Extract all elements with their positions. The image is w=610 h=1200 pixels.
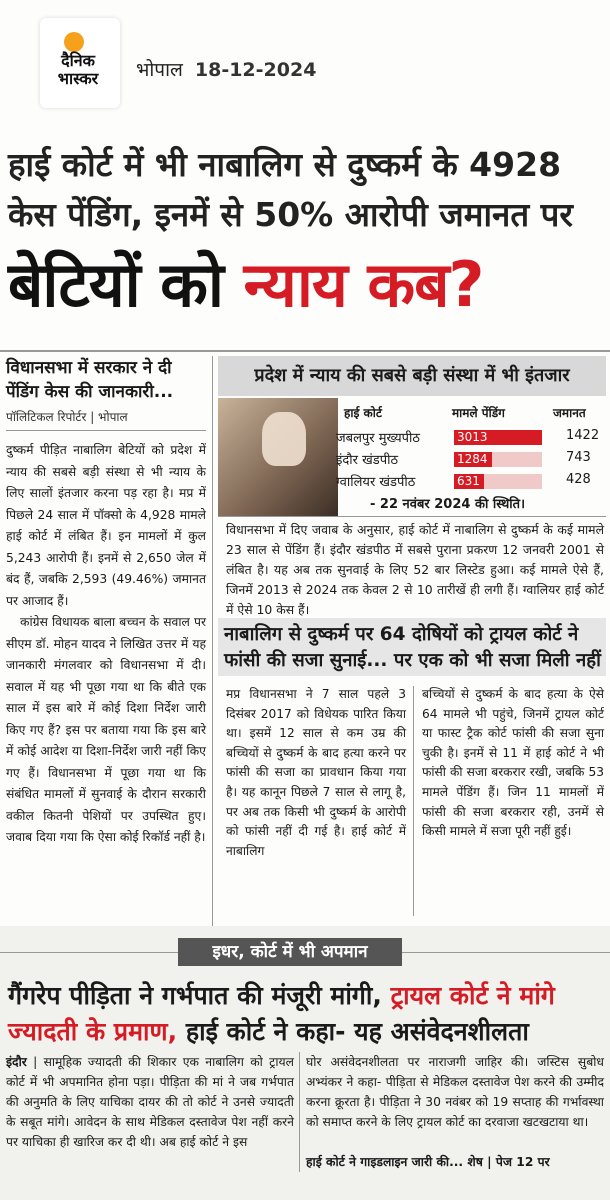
table-row-bail: 428 <box>566 472 591 487</box>
newspaper-logo: दैनिक भास्कर <box>57 51 99 88</box>
lead-heading: विधानसभा में सरकार ने दी पेंडिंग केस की जानकारी... <box>6 358 174 402</box>
table-header-bail: जमानत <box>553 406 586 420</box>
byline: पॉलिटिकल रिपोर्टर | भोपाल <box>6 410 128 424</box>
bottom-headline-part1: गैंगरेप पीड़िता ने गर्भपात की मंजूरी मांगी, <box>8 981 382 1010</box>
bottom-column-1-text: सामूहिक ज्यादती की शिकार एक नाबालिग को ट्रायल कोर्ट में भी अपमानित होना पड़ा। पीड़िता की मां ने जब गर्भपात की अनुमति के लिए याचिका दायर की तो कोर्ट ने उनसे ज्यादती के सबूत मांगे। आवेदन के साथ मेडिकल दस्तावेज पेश नहीं करने पर याचिका ही खारिज कर दी थी। अब हाई कोर्ट ने इस <box>6 1055 295 1149</box>
table-row-bail: 1422 <box>566 428 600 443</box>
section-tag: इधर, कोर्ट में भी अपमान <box>178 938 402 966</box>
dateline <box>136 56 316 82</box>
section2-column-2: बच्चियों से दुष्कर्म के बाद हत्या के ऐसे 64 मामले भी पहुंचे, जिनमें ट्रायल कोर्ट या फास्ट ट्रैक कोर्ट फांसी की सजा सुना चुकी है। इनमें से 11 में हाई कोर्ट ने भी फांसी की सजा बरकरार रखी, जबकि 53 मामले पेंडिंग हैं। जिन 11 मामलों में फांसी की सजा बरकरार रही, उनमें से किसी मामले में सजा पूरी नहीं हुई। <box>422 687 604 839</box>
divider <box>218 516 606 517</box>
date: 18-12-2024 <box>194 59 317 81</box>
bar-pending: 3013 <box>454 430 542 445</box>
kicker-headline: हाई कोर्ट में भी नाबालिग से दुष्कर्म के 4928 केस पेंडिंग, इनमें से 50% आरोपी जमानत पर <box>8 145 573 234</box>
table-row-bail: 743 <box>566 450 591 465</box>
city: भोपाल <box>136 59 183 81</box>
bar-pending: 1284 <box>454 452 492 467</box>
table-row-court: जबलपुर मुख्यपीठ <box>336 431 420 446</box>
bottom-dateline: इंदौर <box>6 1055 27 1069</box>
column-divider <box>212 356 213 926</box>
lead-body <box>6 440 206 849</box>
pending-cases-paragraph: विधानसभा में दिए जवाब के अनुसार, हाई कोर्ट में नाबालिग से दुष्कर्म के कई मामले 23 साल से पेंडिंग हैं। इंदौर खंडपीठ में सबसे पुराना प्रकरण 12 जनवरी 2001 से लंबित है। यह अब तक सुनवाई के लिए 52 बार लिस्टेड हुआ। कई मामले ऐसे हैं, जिनमें 2013 से 2024 तक केवल 2 से 10 तारीखें ही लगी हैं। ग्वालियर हाई कोर्ट में ऐसे 10 केस हैं। <box>226 522 604 617</box>
divider <box>0 350 610 352</box>
bar-pending: 631 <box>454 474 484 489</box>
table-header-court: हाई कोर्ट <box>344 406 382 420</box>
main-headline <box>8 245 483 325</box>
headline-part2: न्याय कब? <box>243 248 484 321</box>
bottom-headline-part2: हाई कोर्ट ने कहा- यह असंवेदनशीलता <box>185 1017 529 1046</box>
headline-part1: बेटियों को <box>8 248 223 321</box>
lead-paragraph: कांग्रेस विधायक बाला बच्चन के सवाल पर सीएम डॉ. मोहन यादव ने लिखित उत्तर में यह जानकारी मंगलवार को विधानसभा में दी। सवाल में यह भी पूछा गया था कि बीते एक साल में इस बारे में कोई दिशा निर्देश जारी किए गए हैं? इस पर बताया गया कि इस बारे में कोई आदेश या दिशा-निर्देश जारी नहीं किए गए हैं। विधानसभा में पूछा गया था कि संबंधित मामलों में सुनवाई के दौरान सरकारी वकील कितनी पेशियों पर उपस्थित हुए। जवाब दिया गया कि ऐसा कोई रिकॉर्ड नहीं है। <box>6 615 206 844</box>
bottom-column-2: घोर असंवेदनशीलता पर नाराजगी जाहिर की। जस्टिस सुबोध अभ्यंकर ने कहा- पीड़िता से मेडिकल दस्तावेज पेश करने की उम्मीद करना क्रूरता है। पीड़िता ने 30 नवंबर को 19 सप्ताह की गर्भावस्था को समाप्त करने के लिए ट्रायल कोर्ट का दरवाजा खटखटाया था। <box>306 1055 604 1129</box>
table-row-court: ग्वालियर खंडपीठ <box>336 475 416 490</box>
bottom-headline-red: ट्रायल कोर्ट ने मांगे ज्यादती के प्रमाण, <box>8 981 555 1046</box>
divider <box>6 430 206 431</box>
section2-column-1: मप्र विधानसभा ने 7 साल पहले 3 दिसंबर 2017 को विधेयक पारित किया था। इसमें 12 साल से कम उम्र की बच्चियों से दुष्कर्म के बाद हत्या करने पर फांसी की सजा का प्रावधान किया गया है। यह कानून पिछले 7 साल से लागू है, पर अब तक किसी भी दुष्कर्म के आरोपी को फांसी नहीं दी गई है। हाई कोर्ट में नाबालिग <box>226 687 406 858</box>
table-header-pending: मामले पेंडिंग <box>452 406 505 420</box>
table-row-court: इंदौर खंडपीठ <box>336 453 398 468</box>
table-banner: प्रदेश में न्याय की सबसे बड़ी संस्था में भी इंतजार <box>218 356 606 396</box>
sun-logo-icon <box>64 32 84 52</box>
hand-photo-detail <box>262 412 306 466</box>
column-divider <box>413 686 414 916</box>
bottom-column-1: इंदौर | सामूहिक ज्यादती की शिकार एक नाबालिग को ट्रायल कोर्ट में भी अपमानित होना पड़ा। पीड़िता की मां ने जब गर्भपात की अनुमति के लिए याचिका दायर की तो कोर्ट ने उनसे ज्यादती के सबूत मांगे। आवेदन के साथ मेडिकल दस्तावेज पेश नहीं करने पर याचिका ही खारिज कर दी थी। अब हाई कोर्ट ने इस <box>6 1055 295 1149</box>
lead-paragraph: दुष्कर्म पीड़ित नाबालिग बेटियों को प्रदेश में न्याय की सबसे बड़ी संस्था से भी न्याय के लिए सालों इंतजार करना पड़ रहा है। मप्र में पिछले 24 साल में पॉक्सो के 4,928 मामले हाई कोर्ट में लंबित हैं। इन मामलों में कुल 5,243 आरोपी हैं। इनमें से 2,650 जेल में बंद हैं, जबकि 2,593 (49.46%) जमानत पर आजाद हैं। <box>6 443 206 608</box>
section2-heading: नाबालिग से दुष्कर्म पर 64 दोषियों को ट्रायल कोर्ट ने फांसी की सजा सुनाई... पर एक को भी सजा मिली नहीं <box>224 624 601 671</box>
bottom-headline <box>8 978 608 1050</box>
column-divider <box>299 1052 300 1172</box>
table-note: - 22 नवंबर 2024 की स्थिति। <box>370 497 526 512</box>
continued-link[interactable]: हाई कोर्ट ने गाइडलाइन जारी की... शेष | पेज 12 पर <box>306 1155 550 1169</box>
